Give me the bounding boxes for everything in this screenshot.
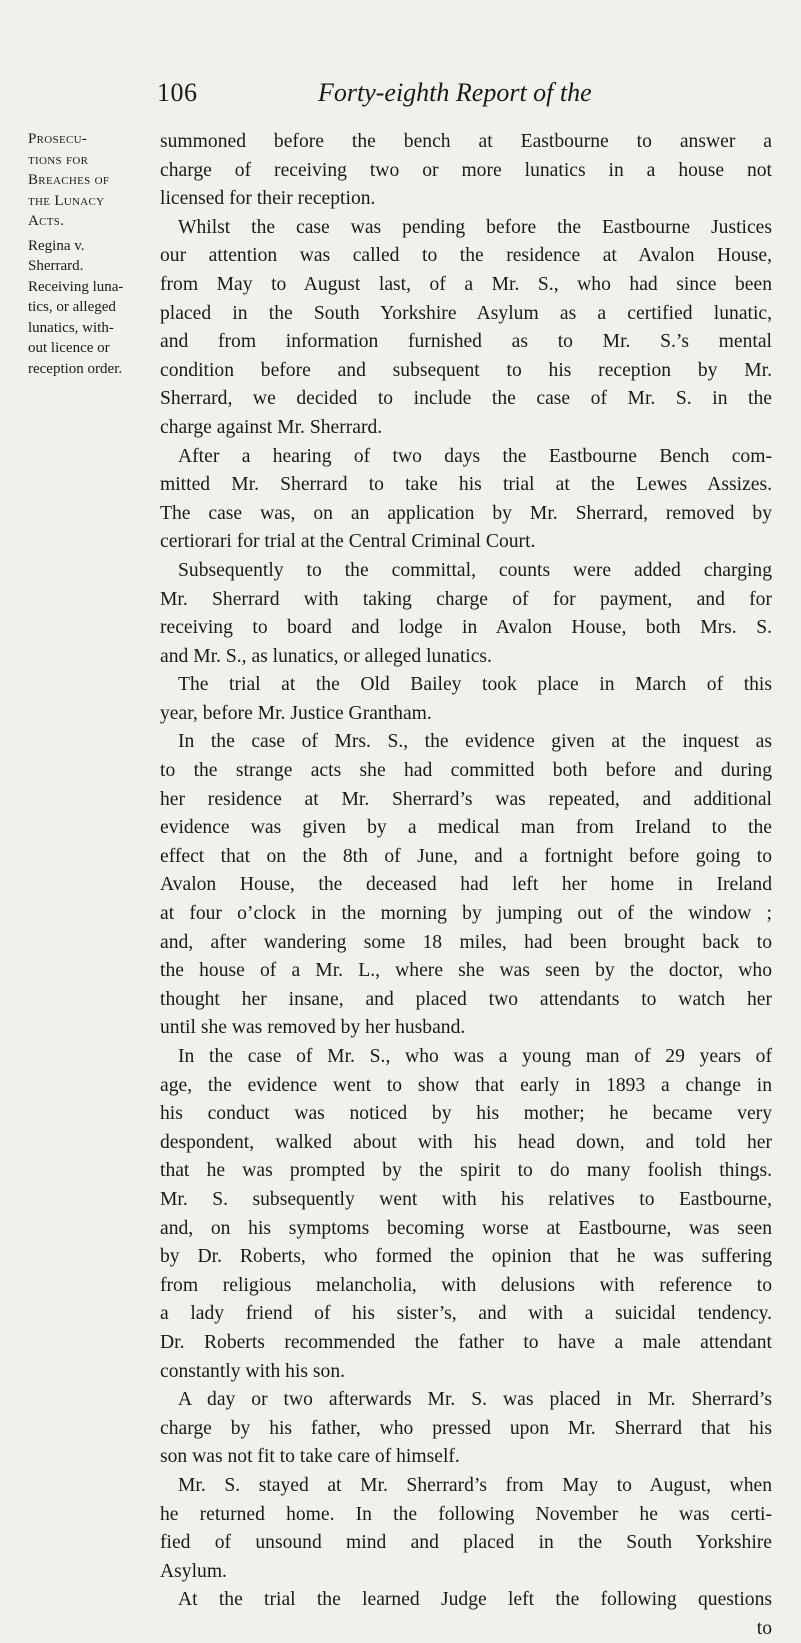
text-line: our attention was called to the residence at Avalon House, xyxy=(160,245,772,267)
text-line: charge by his father, who pressed upon Mr. Sherrard that his xyxy=(160,1417,772,1439)
running-title: Forty-eighth Report of the xyxy=(318,78,592,107)
text-line: licensed for their reception. xyxy=(160,188,376,210)
text-line: Sherrard, we decided to include the case of Mr. S. in the xyxy=(160,388,772,410)
text-line: receiving to board and lodge in Avalon House, both Mrs. S. xyxy=(160,617,772,639)
text-line: despondent, walked about with his head down, and told her xyxy=(160,1131,772,1153)
text-line: until she was removed by her husband. xyxy=(160,1017,466,1039)
margin-case-line: tics, or alleged xyxy=(28,299,116,315)
text-line: evidence was given by a medical man from Ireland to the xyxy=(160,817,772,839)
margin-case-line: Receiving luna- xyxy=(28,278,124,295)
text-line: at four o’clock in the morning by jumping out of the window ; xyxy=(160,903,772,925)
text-line: and, after wandering some 18 miles, had been brought back to xyxy=(160,931,772,953)
text-line: fied of unsound mind and placed in the South Yorkshire xyxy=(160,1532,772,1554)
text-line: Avalon House, the deceased had left her home in Ireland xyxy=(160,874,772,896)
margin-note xyxy=(28,129,156,379)
margin-heading-line: Prosecu- xyxy=(28,131,88,147)
margin-case-line: Regina v. xyxy=(28,237,85,254)
text-line: from religious melancholia, with delusions with reference to xyxy=(160,1274,772,1296)
text-line: In the case of Mr. S., who was a young man of 29 years of xyxy=(178,1046,772,1067)
text-line: Whilst the case was pending before the Eastbourne Justices xyxy=(178,216,772,238)
margin-case-line: out licence or xyxy=(28,340,110,356)
text-line: and from information furnished as to Mr. S.’s mental xyxy=(160,331,772,353)
text-line: age, the evidence went to show that early in 1893 a change in xyxy=(160,1074,772,1096)
text-line: summoned before the bench at Eastbourne to answer a xyxy=(160,131,772,152)
text-line: At the trial the learned Judge left the following questions xyxy=(178,1589,772,1611)
text-line: and, on his symptoms becoming worse at Eastbourne, was seen xyxy=(160,1217,772,1239)
text-line: placed in the South Yorkshire Asylum as a certified lunatic, xyxy=(160,302,772,324)
margin-heading-line: the Lunacy xyxy=(28,192,105,209)
text-line: year, before Mr. Justice Grantham. xyxy=(160,702,432,724)
text-line: a lady friend of his sister’s, and with a suicidal tendency. xyxy=(160,1303,772,1325)
text-line: The trial at the Old Bailey took place in March of this xyxy=(178,674,772,696)
text-line: Mr. S. subsequently went with his relatives to Eastbourne, xyxy=(160,1188,772,1210)
margin-heading-line: tions for xyxy=(28,151,89,168)
margin-case-line: Sherrard. xyxy=(28,258,84,274)
text-line: condition before and subsequent to his reception by Mr. xyxy=(160,359,772,381)
text-line: that he was prompted by the spirit to do many foolish things. xyxy=(160,1160,772,1182)
text-line: The case was, on an application by Mr. Sherrard, removed by xyxy=(160,502,772,524)
text-line: thought her insane, and placed two attendants to watch her xyxy=(160,988,772,1010)
catchword: to xyxy=(756,1617,772,1639)
text-line: In the case of Mrs. S., the evidence given at the inquest as xyxy=(178,731,772,753)
text-line: from May to August last, of a Mr. S., who had since been xyxy=(160,273,772,295)
page-number: 106 xyxy=(157,78,198,107)
text-line: Subsequently to the committal, counts were added charging xyxy=(178,559,772,581)
text-line: Mr. Sherrard with taking charge of for payment, and for xyxy=(160,588,772,610)
text-line: mitted Mr. Sherrard to take his trial at the Lewes Assizes. xyxy=(160,474,772,496)
margin-case-line: reception order. xyxy=(28,360,123,377)
text-line: the house of a Mr. L., where she was seen by the doctor, who xyxy=(160,960,772,982)
margin-case-line: lunatics, with- xyxy=(28,319,114,336)
text-line: by Dr. Roberts, who formed the opinion that he was suffering xyxy=(160,1246,772,1268)
text-line: A day or two afterwards Mr. S. was placed in Mr. Sherrard’s xyxy=(178,1389,772,1411)
text-line: charge of receiving two or more lunatics in a house not xyxy=(160,159,772,181)
text-line: son was not fit to take care of himself. xyxy=(160,1446,460,1468)
text-line: Asylum. xyxy=(160,1560,227,1582)
text-line: he returned home. In the following November he was certi- xyxy=(160,1503,772,1525)
text-line: his conduct was noticed by his mother; he became very xyxy=(160,1103,772,1125)
text-line: constantly with his son. xyxy=(160,1360,346,1382)
text-line: certiorari for trial at the Central Criminal Court. xyxy=(160,531,536,553)
margin-heading-line: Acts. xyxy=(28,213,65,229)
text-line: After a hearing of two days the Eastbourne Bench com- xyxy=(178,445,772,467)
text-line: and Mr. S., as lunatics, or alleged lunatics. xyxy=(160,645,492,667)
text-line: Dr. Roberts recommended the father to have a male attendant xyxy=(160,1331,772,1353)
page-header xyxy=(0,78,801,118)
text-line: her residence at Mr. Sherrard’s was repeated, and additional xyxy=(160,788,772,810)
body-text xyxy=(160,128,772,1643)
text-line: Mr. S. stayed at Mr. Sherrard’s from May to August, when xyxy=(178,1474,772,1496)
text-line: charge against Mr. Sherrard. xyxy=(160,416,383,438)
text-line: effect that on the 8th of June, and a fortnight before going to xyxy=(160,845,772,867)
text-line: to the strange acts she had committed both before and during xyxy=(160,760,772,782)
margin-heading-line: Breaches of xyxy=(28,172,110,188)
